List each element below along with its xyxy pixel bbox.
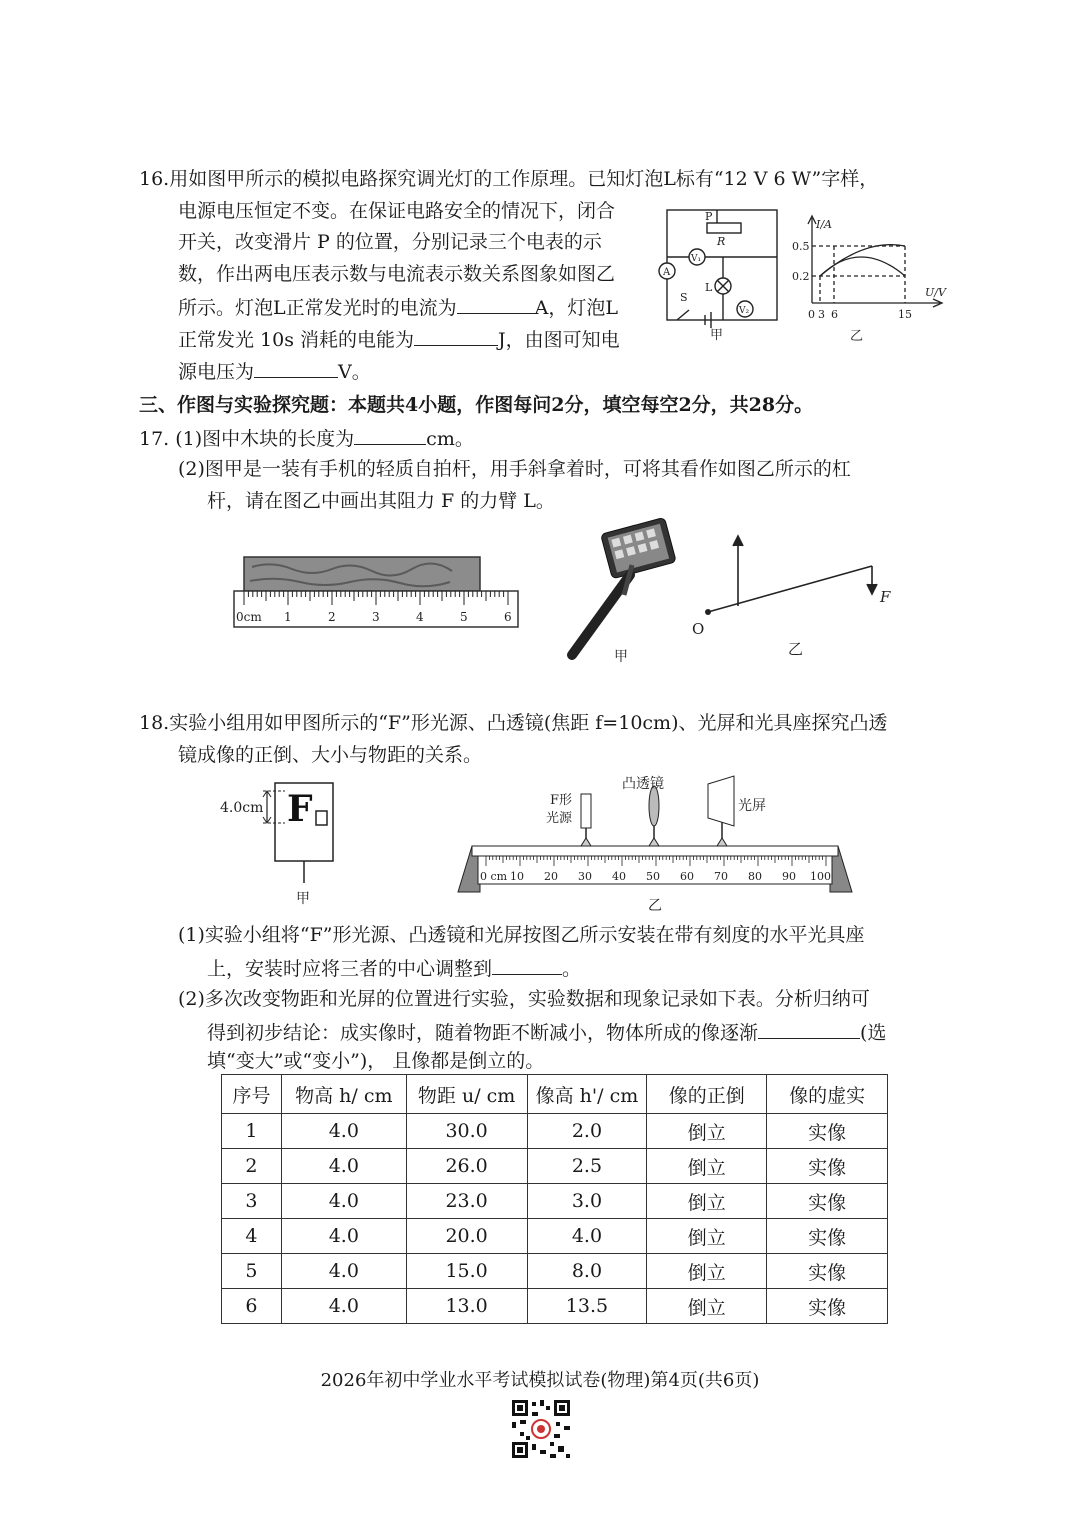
table-header: 像高 h'/ cm — [527, 1075, 647, 1114]
tick-15: 15 — [898, 308, 912, 321]
ruler-label-4: 4 — [416, 610, 424, 624]
q17-part2-line2: 杆，请在图乙中画出其阻力 F 的力臂 L。 — [207, 490, 555, 512]
table-row — [222, 1254, 888, 1289]
q16-line6-tail: J，由图可知电 — [498, 329, 620, 351]
table-cell: 13.0 — [406, 1289, 527, 1324]
table-cell: 倒立 — [647, 1149, 767, 1184]
answer-blank-energy[interactable] — [414, 325, 498, 346]
graph-ylabel: I/A — [816, 218, 832, 231]
q16-line2: 电源电压恒定不变。在保证电路安全的情况下，闭合 — [178, 200, 616, 222]
q16-line6-text: 正常发光 10s 消耗的电能为 — [178, 329, 415, 351]
table-cell: 2.5 — [527, 1149, 647, 1184]
fig-jia-caption: 甲 — [296, 891, 310, 907]
tick-05: 0.5 — [792, 240, 810, 253]
graph-xlabel: U/V — [925, 286, 946, 299]
table-cell: 3 — [222, 1184, 282, 1219]
q16-line7-text: 源电压为 — [178, 361, 255, 383]
q16-line7-tail: V。 — [338, 361, 371, 383]
table-cell: 实像 — [767, 1219, 888, 1254]
source-label-2: 光源 — [546, 811, 573, 826]
ruler-label-3: 3 — [372, 610, 380, 624]
table-cell: 1 — [222, 1114, 282, 1149]
tick-3: 3 — [818, 308, 825, 321]
table-cell: 倒立 — [647, 1184, 767, 1219]
table-row — [222, 1114, 888, 1149]
selfie-stick-figure — [552, 515, 692, 665]
lever-bar — [708, 566, 872, 612]
table-header: 像的虚实 — [767, 1075, 888, 1114]
table-header-row — [222, 1075, 888, 1114]
iu-graph — [790, 208, 955, 348]
table-cell: 4.0 — [527, 1219, 647, 1254]
circuit-caption: 甲 — [710, 328, 724, 343]
table-cell: 13.5 — [527, 1289, 647, 1324]
q18-part1-text: 上，安装时应将三者的中心调整到 — [207, 958, 493, 980]
light-screen — [708, 776, 734, 826]
table-cell: 6 — [222, 1289, 282, 1324]
bench-f-source — [581, 794, 591, 828]
stick-caption: 甲 — [614, 649, 628, 665]
ruler-label-1: 1 — [284, 610, 292, 624]
table-cell: 实像 — [767, 1114, 888, 1149]
table-cell: 15.0 — [406, 1254, 527, 1289]
table-cell: 实像 — [767, 1149, 888, 1184]
label-r: R — [717, 235, 726, 248]
q16-line3: 开关，改变滑片 P 的位置，分别记录三个电表的示 — [178, 231, 602, 253]
table-header: 物高 h/ cm — [281, 1075, 406, 1114]
q18-part2-line1: (2)多次改变物距和光屏的位置进行实验，实验数据和现象记录如下表。分析归纳可 — [178, 988, 870, 1010]
bench-caption: 乙 — [648, 898, 662, 914]
table-cell: 倒立 — [647, 1114, 767, 1149]
curve-v2 — [820, 245, 905, 276]
answer-blank-trend[interactable] — [758, 1018, 860, 1039]
scale-30: 30 — [578, 870, 592, 883]
tick-02: 0.2 — [792, 270, 810, 283]
tick-0: 0 — [808, 308, 815, 321]
qr-code — [510, 1398, 572, 1460]
page-footer: 2026年初中学业水平考试模拟试卷(物理)第4页(共6页) — [320, 1370, 760, 1391]
q18-part2-line3: 填“变大”或“变小”)， 且像都是倒立的。 — [207, 1050, 545, 1072]
answer-blank-voltage[interactable] — [254, 357, 338, 378]
circuit-diagram — [655, 205, 785, 345]
ruler-unit: 0cm — [236, 610, 262, 624]
scale-40: 40 — [612, 870, 626, 883]
table-cell: 实像 — [767, 1254, 888, 1289]
label-v2: V₂ — [739, 306, 750, 316]
screen-label: 光屏 — [738, 798, 766, 814]
table-cell: 26.0 — [406, 1149, 527, 1184]
table-header: 物距 u/ cm — [406, 1075, 527, 1114]
q18-part2-tail: (选 — [860, 1022, 887, 1044]
table-header: 像的正倒 — [647, 1075, 767, 1114]
tick-6: 6 — [831, 308, 838, 321]
answer-blank-center[interactable] — [492, 954, 562, 975]
q18-part1-line2 — [207, 954, 581, 982]
table-cell: 4.0 — [281, 1184, 406, 1219]
scale-100: 100 — [810, 870, 831, 883]
q18-line2: 镜成像的正倒、大小与物距的关系。 — [178, 744, 483, 766]
height-label: 4.0cm — [220, 800, 264, 816]
q18-part1-line1: (1)实验小组将“F”形光源、凸透镜和光屏按图乙所示安装在带有刻度的水平光具座 — [178, 924, 865, 946]
answer-blank-length[interactable] — [354, 424, 426, 445]
f-source-figure — [215, 775, 345, 910]
pivot-o — [705, 609, 711, 615]
bench-rail — [472, 846, 838, 856]
q16-line7 — [178, 357, 371, 385]
scale-90: 90 — [782, 870, 796, 883]
rheostat — [707, 223, 741, 233]
stick-handle — [572, 575, 630, 655]
table-cell: 倒立 — [647, 1254, 767, 1289]
lens-label: 凸透镜 — [622, 776, 664, 792]
lever-diagram — [680, 530, 900, 660]
q17-part1-unit: cm。 — [426, 428, 474, 450]
scale-10: 10 — [510, 870, 524, 883]
scale-70: 70 — [714, 870, 728, 883]
table-cell: 3.0 — [527, 1184, 647, 1219]
switch — [677, 310, 689, 320]
table-cell: 4.0 — [281, 1114, 406, 1149]
table-row — [222, 1149, 888, 1184]
table-cell: 4.0 — [281, 1289, 406, 1324]
q16-line5 — [178, 293, 618, 321]
convex-lens — [649, 786, 659, 826]
scale-80: 80 — [748, 870, 762, 883]
lever-caption: 乙 — [788, 640, 804, 658]
q17-part1 — [139, 424, 474, 452]
scale-0: 0 cm — [480, 870, 508, 883]
source-label-1: F形 — [550, 793, 573, 808]
ruler-label-5: 5 — [460, 610, 468, 624]
q17-part2-line1: (2)图甲是一装有手机的轻质自拍杆，用手斜拿着时，可将其看作如图乙所示的杠 — [178, 458, 851, 480]
table-cell: 实像 — [767, 1289, 888, 1324]
q18-line1: 18.实验小组用如甲图所示的“F”形光源、凸透镜(焦距 f=10cm)、光屏和光具座探究凸透 — [139, 712, 888, 734]
label-l: L — [705, 281, 713, 294]
answer-blank-current[interactable] — [457, 293, 535, 314]
table-cell: 4.0 — [281, 1254, 406, 1289]
table-cell: 倒立 — [647, 1219, 767, 1254]
optical-bench — [450, 770, 865, 915]
label-a: A — [663, 267, 671, 278]
q16-line6 — [178, 325, 620, 353]
q16-line5-tail: A，灯泡L — [534, 297, 618, 319]
table-cell: 23.0 — [406, 1184, 527, 1219]
scale-50: 50 — [646, 870, 660, 883]
table-row — [222, 1219, 888, 1254]
ruler-label-6: 6 — [504, 610, 512, 624]
wood-block — [244, 557, 480, 591]
ruler-label-2: 2 — [328, 610, 336, 624]
table-cell: 2.0 — [527, 1114, 647, 1149]
data-table — [221, 1074, 888, 1324]
table-cell: 30.0 — [406, 1114, 527, 1149]
label-s: S — [680, 291, 688, 304]
q16-line4: 数，作出两电压表示数与电流表示数关系图象如图乙 — [178, 263, 616, 285]
table-row — [222, 1184, 888, 1219]
graph-caption: 乙 — [850, 329, 864, 344]
q17-part1-text: 17. (1)图中木块的长度为 — [139, 428, 355, 450]
label-o: O — [692, 620, 705, 638]
label-v1: V₁ — [691, 254, 702, 264]
q16-line1: 16.用如图甲所示的模拟电路探究调光灯的工作原理。已知灯泡L标有“12 V 6 W”字样， — [139, 168, 879, 190]
table-header: 序号 — [222, 1075, 282, 1114]
label-f: F — [880, 588, 891, 606]
table-cell: 实像 — [767, 1184, 888, 1219]
table-cell: 20.0 — [406, 1219, 527, 1254]
f-letter: F — [287, 788, 313, 830]
table-cell: 4.0 — [281, 1219, 406, 1254]
scale-60: 60 — [680, 870, 694, 883]
table-cell: 4 — [222, 1219, 282, 1254]
ruler-figure — [232, 555, 522, 633]
q18-part2-text: 得到初步结论：成实像时，随着物距不断减小，物体所成的像逐渐 — [207, 1022, 759, 1044]
q16-line5-text: 所示。灯泡L正常发光时的电流为 — [178, 297, 457, 319]
q18-part1-tail: 。 — [562, 958, 582, 980]
table-cell: 5 — [222, 1254, 282, 1289]
section-3-title: 三、作图与实验探究题：本题共4小题，作图每问2分，填空每空2分，共28分。 — [139, 394, 814, 416]
label-p: P — [705, 210, 713, 223]
table-cell: 4.0 — [281, 1149, 406, 1184]
table-cell: 2 — [222, 1149, 282, 1184]
table-row — [222, 1289, 888, 1324]
scale-20: 20 — [544, 870, 558, 883]
q18-part2-line2 — [207, 1018, 886, 1046]
table-cell: 8.0 — [527, 1254, 647, 1289]
table-cell: 倒立 — [647, 1289, 767, 1324]
